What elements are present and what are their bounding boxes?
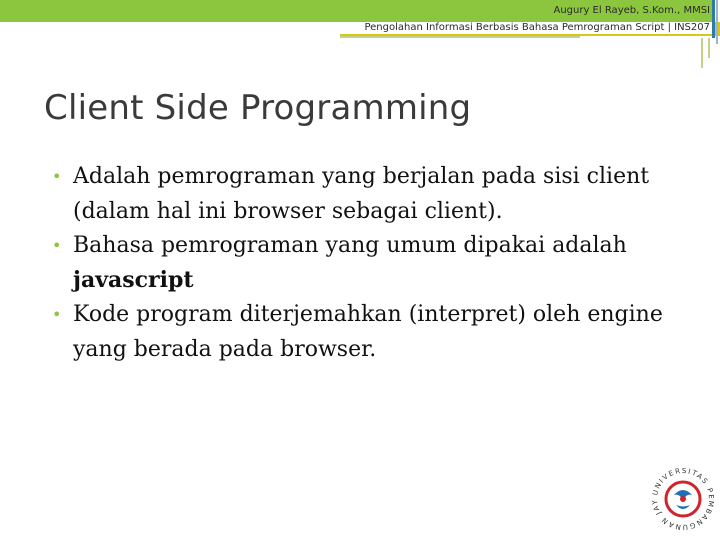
university-logo-graphic [646, 455, 720, 540]
bullet-text: Bahasa pemrograman yang umum dipakai adalah [73, 233, 627, 258]
bullet-text: Kode program diterjemahkan (interpret) oleh engine yang berada pada browser. [73, 302, 663, 362]
slide-title: Client Side Programming [44, 88, 472, 128]
banner-blue-edge [712, 0, 715, 38]
banner-accent-line [340, 36, 580, 38]
bullet-list [52, 160, 672, 367]
bullet-bold-text: javascript [73, 267, 194, 293]
bullet-icon: • [52, 305, 62, 324]
banner-tick-line [708, 38, 710, 58]
bullet-item [52, 229, 672, 298]
bullet-text: Adalah pemrograman yang berjalan pada sisi client (dalam hal ini browser sebagai client). [73, 164, 650, 224]
banner-gray-edge [716, 0, 718, 44]
course-text: Pengolahan Informasi Berbasis Bahasa Pemrograman Script | INS207 [364, 22, 710, 33]
university-logo-icon [646, 455, 720, 540]
banner-tick-line [701, 38, 703, 68]
header-banner [0, 0, 720, 38]
bullet-icon: • [52, 236, 62, 255]
svg-text:UNIVERSITAS PEMBANGUNAN JAYA: UNIVERSITAS PEMBANGUNAN JAY [650, 466, 716, 532]
bullet-item [52, 298, 672, 367]
author-text: Augury El Rayeb, S.Kom., MMSI [553, 5, 710, 16]
bullet-icon: • [52, 167, 62, 186]
bullet-item [52, 160, 672, 229]
